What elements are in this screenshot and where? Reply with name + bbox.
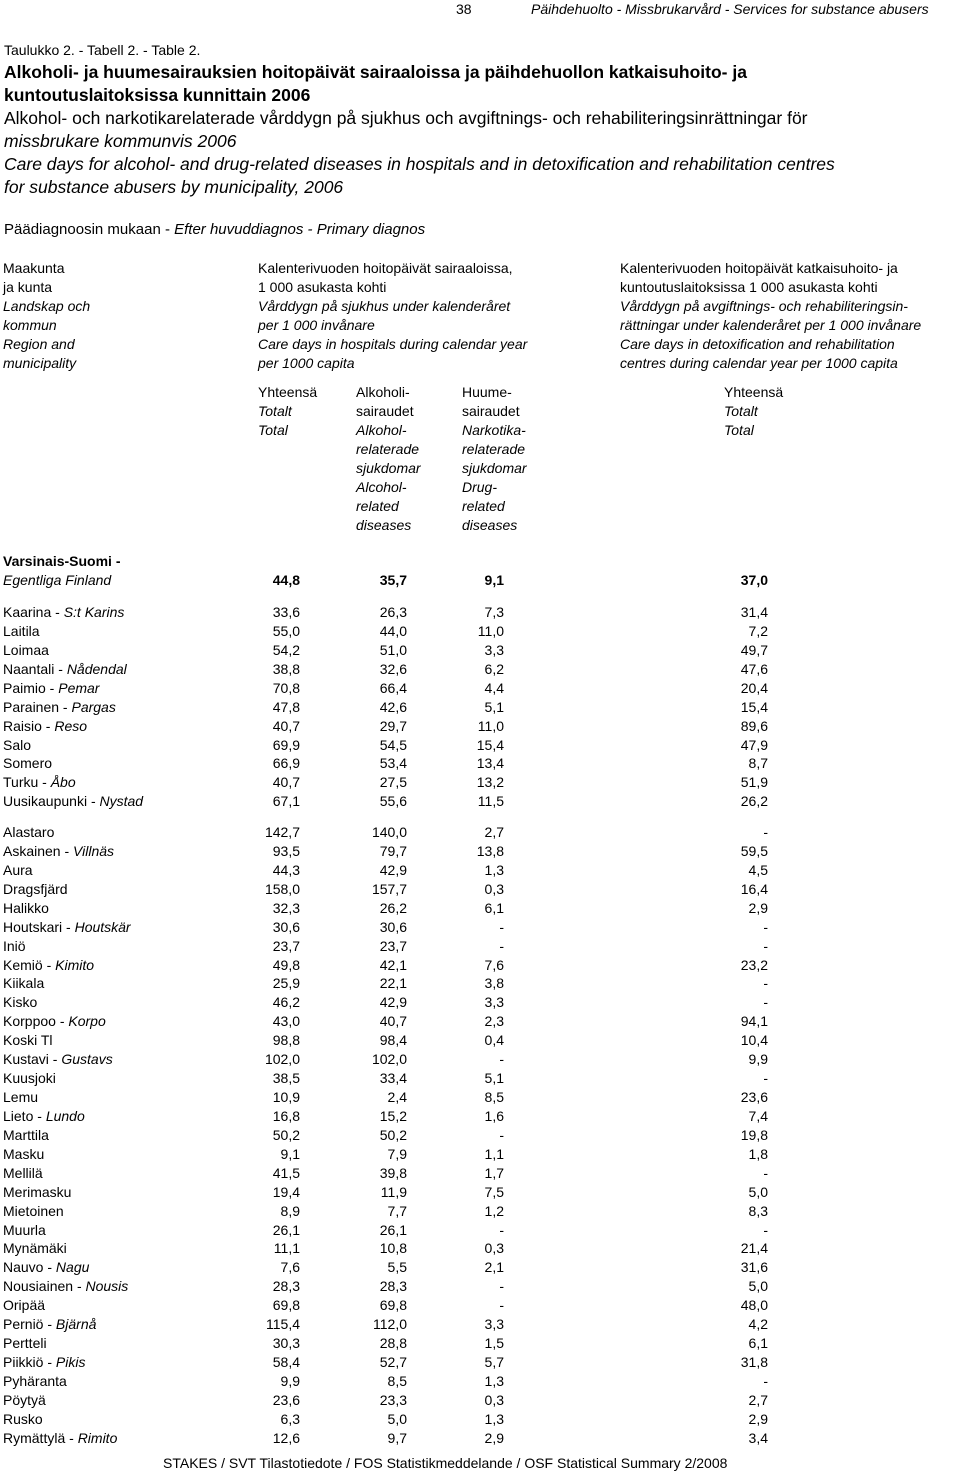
municipality-name: Kuusjoki: [3, 1070, 56, 1087]
drug-value: 0,3: [484, 1391, 504, 1408]
region-total-value: 44,8: [272, 572, 300, 588]
municipality-name: Rusko: [3, 1410, 43, 1427]
municipality-name: Pyhäranta: [3, 1372, 67, 1389]
total-value: 58,4: [272, 1354, 300, 1371]
total-value: 28,3: [272, 1278, 300, 1295]
table-row: [0, 754, 960, 773]
alcohol-value: 15,2: [379, 1107, 407, 1124]
municipality-name: Masku: [3, 1145, 45, 1162]
drug-value: 11,5: [477, 793, 504, 810]
alcohol-value: 8,5: [387, 1372, 407, 1389]
total-value: 9,1: [280, 1145, 300, 1162]
total-value: 93,5: [272, 842, 300, 859]
detox-value: -: [763, 994, 768, 1011]
municipality-name: Pöytyä: [3, 1391, 46, 1408]
detox-value: -: [763, 1372, 768, 1389]
total-value: 8,9: [280, 1202, 300, 1219]
table-row: [0, 880, 960, 899]
municipality-name: Kaarina - S:t Karins: [3, 604, 125, 620]
diagnosis-note-fi: Päädiagnoosin mukaan -: [4, 221, 175, 238]
municipality-name: Korppoo - Korpo: [3, 1013, 106, 1030]
alcohol-value: 69,8: [379, 1297, 407, 1314]
total-value: 30,3: [272, 1335, 300, 1352]
total-value: 7,6: [280, 1259, 300, 1276]
total-value: 43,0: [272, 1013, 300, 1030]
detox-value: 49,7: [740, 641, 768, 658]
municipality-name: Naantali - Nådendal: [3, 660, 127, 677]
detox-value: -: [763, 824, 768, 840]
drug-value: 2,1: [484, 1259, 504, 1276]
alcohol-value: 32,6: [379, 660, 407, 677]
table-row: [0, 641, 960, 660]
table-row: [0, 899, 960, 918]
drug-value: 8,5: [484, 1089, 504, 1106]
total-value: 69,9: [272, 736, 300, 753]
table-row: [0, 1391, 960, 1410]
alcohol-value: 30,6: [379, 918, 407, 935]
table-row: [0, 1410, 960, 1429]
diagnosis-note-en: Primary diagnos: [316, 221, 426, 238]
table-row: [0, 861, 960, 880]
drug-value: 5,7: [484, 1354, 504, 1371]
table-row: [0, 1088, 960, 1107]
page-number: 38: [456, 1, 472, 17]
detox-value: 2,9: [748, 899, 768, 916]
table-row: [0, 1069, 960, 1088]
total-value: 10,9: [272, 1089, 300, 1106]
detox-value: 31,6: [740, 1259, 768, 1276]
drug-value: 1,3: [484, 861, 504, 878]
drug-value: 13,8: [476, 842, 504, 859]
total-value: 12,6: [272, 1429, 300, 1446]
municipality-name: Mynämäki: [3, 1240, 67, 1257]
total-value: 38,5: [272, 1070, 300, 1087]
table-row: [0, 698, 960, 717]
table-row: [0, 974, 960, 993]
alcohol-value: 42,6: [379, 698, 407, 715]
municipality-name: Laitila: [3, 622, 40, 639]
header-detox: Kalenterivuoden hoitopäivät katkaisuhoito- ja kuntoutuslaitoksissa 1 000 asukasta kohti Vårddygn på avgiftnings- och rehabiliteringsin- rättningar under kalenderåret per 1 000 invånare Care days in detoxification and rehabilitation centres during calendar year per 1000 capita: [620, 260, 922, 371]
detox-value: 31,8: [740, 1354, 768, 1371]
detox-value: 48,0: [740, 1297, 768, 1314]
table-row: [0, 1164, 960, 1183]
drug-value: 6,1: [484, 899, 504, 916]
detox-value: 19,8: [740, 1126, 768, 1143]
alcohol-value: 29,7: [379, 717, 407, 734]
alcohol-value: 11,9: [380, 1183, 407, 1200]
alcohol-value: 42,9: [379, 994, 407, 1011]
municipality-name: Pertteli: [3, 1335, 47, 1352]
region-drug-value: 9,1: [484, 572, 504, 588]
alcohol-value: 44,0: [379, 622, 407, 639]
drug-value: 3,8: [484, 975, 504, 992]
municipality-name: Iniö: [3, 937, 26, 954]
municipality-name: Mellilä: [3, 1164, 43, 1181]
total-value: 23,6: [272, 1391, 300, 1408]
alcohol-value: 55,6: [379, 793, 407, 810]
drug-value: 0,3: [484, 1240, 504, 1257]
alcohol-value: 2,4: [387, 1089, 407, 1106]
total-value: 46,2: [272, 994, 300, 1011]
table-row: [0, 736, 960, 755]
table-row: [0, 1126, 960, 1145]
municipality-name: Marttila: [3, 1126, 49, 1143]
alcohol-value: 7,9: [387, 1145, 407, 1162]
municipality-name: Alastaro: [3, 824, 55, 840]
municipality-name: Salo: [3, 736, 32, 753]
detox-value: -: [763, 937, 768, 954]
detox-value: 23,6: [740, 1089, 768, 1106]
alcohol-value: 26,3: [379, 604, 407, 620]
alcohol-value: 5,5: [387, 1259, 407, 1276]
municipality-name: Dragsfjärd: [3, 880, 68, 897]
detox-value: -: [763, 918, 768, 935]
detox-value: 94,1: [740, 1013, 768, 1030]
municipality-name: Koski Tl: [3, 1032, 53, 1049]
alcohol-value: 22,1: [379, 975, 407, 992]
drug-value: -: [499, 1297, 504, 1314]
municipality-name: Kisko: [3, 994, 38, 1011]
municipality-name: Nauvo - Nagu: [3, 1259, 90, 1276]
total-value: 49,8: [272, 956, 300, 973]
table-row: [0, 1239, 960, 1258]
total-value: 54,2: [272, 641, 300, 658]
municipality-name: Muurla: [3, 1221, 46, 1238]
drug-value: -: [499, 1051, 504, 1068]
total-value: 40,7: [272, 774, 300, 791]
detox-value: 2,9: [748, 1410, 768, 1427]
drug-value: 2,7: [484, 824, 504, 840]
municipality-name: Kustavi - Gustavs: [3, 1051, 113, 1068]
detox-value: 15,4: [740, 698, 768, 715]
detox-value: 31,4: [740, 604, 768, 620]
region-total-row: [0, 571, 960, 590]
table-row: [0, 660, 960, 679]
total-value: 16,8: [272, 1107, 300, 1124]
detox-value: 47,6: [740, 660, 768, 677]
drug-value: 11,0: [477, 717, 504, 734]
table-row: [0, 1183, 960, 1202]
drug-value: 1,6: [484, 1107, 504, 1124]
detox-value: 5,0: [748, 1183, 768, 1200]
alcohol-value: 112,0: [373, 1316, 407, 1333]
table-row: [0, 1315, 960, 1334]
detox-value: 20,4: [740, 679, 768, 696]
alcohol-value: 53,4: [379, 755, 407, 772]
alcohol-value: 23,3: [379, 1391, 407, 1408]
drug-value: 7,3: [484, 604, 504, 620]
alcohol-value: 28,3: [379, 1278, 407, 1295]
detox-value: 5,0: [748, 1278, 768, 1295]
municipality-name: Paimio - Pemar: [3, 679, 100, 696]
alcohol-value: 98,4: [379, 1032, 407, 1049]
municipality-name: Merimasku: [3, 1183, 72, 1200]
municipality-name: Mietoinen: [3, 1202, 64, 1219]
municipality-name: Loimaa: [3, 641, 49, 658]
total-value: 19,4: [272, 1183, 300, 1200]
drug-value: 3,3: [484, 994, 504, 1011]
detox-value: 4,5: [748, 861, 768, 878]
table-row: [0, 1258, 960, 1277]
detox-value: 51,9: [740, 774, 768, 791]
total-value: 38,8: [272, 660, 300, 677]
municipality-name: Turku - Åbo: [3, 774, 76, 791]
drug-value: 15,4: [476, 736, 504, 753]
municipality-name: Oripää: [3, 1297, 46, 1314]
alcohol-value: 42,9: [379, 861, 407, 878]
detox-value: 23,2: [740, 956, 768, 973]
detox-value: 47,9: [740, 736, 768, 753]
alcohol-value: 66,4: [379, 679, 407, 696]
subheader-total: Yhteensä Totalt Total: [258, 384, 318, 438]
drug-value: 2,3: [484, 1013, 504, 1030]
table-row: [0, 842, 960, 861]
municipality-name: Piikkiö - Pikis: [3, 1354, 86, 1371]
total-value: 70,8: [272, 679, 300, 696]
drug-value: 7,6: [484, 956, 504, 973]
title-sv-line2: missbrukare kommunvis 2006: [4, 131, 237, 151]
total-value: 50,2: [272, 1126, 300, 1143]
region-name-fi: Varsinais-Suomi -: [3, 553, 121, 569]
drug-value: -: [499, 1126, 504, 1143]
title-en-line1: Care days for alcohol- and drug-related diseases in hospitals and in detoxification and rehabilitation centres: [4, 154, 835, 174]
detox-value: 16,4: [740, 880, 768, 897]
table-row: [0, 1334, 960, 1353]
table-row: [0, 1012, 960, 1031]
alcohol-value: 40,7: [379, 1013, 407, 1030]
table-row: [0, 679, 960, 698]
alcohol-value: 26,2: [379, 899, 407, 916]
municipality-name: Aura: [3, 861, 33, 878]
detox-value: 7,4: [748, 1107, 768, 1124]
drug-value: 1,2: [484, 1202, 504, 1219]
alcohol-value: 79,7: [379, 842, 407, 859]
table-row: [0, 937, 960, 956]
drug-value: 0,4: [484, 1032, 504, 1049]
page-footer: STAKES / SVT Tilastotiedote / FOS Statistikmeddelande / OSF Statistical Summary 2/2008: [163, 1455, 728, 1471]
drug-value: 13,4: [476, 755, 504, 772]
drug-value: 11,0: [477, 622, 504, 639]
diagnosis-note-sv: Efter huvuddiagnos: [174, 221, 304, 238]
alcohol-value: 27,5: [379, 774, 407, 791]
drug-value: 1,3: [484, 1410, 504, 1427]
table-row: [0, 1202, 960, 1221]
drug-value: 0,3: [484, 880, 504, 897]
municipality-name: Parainen - Pargas: [3, 698, 116, 715]
municipality-name: Kiikala: [3, 975, 45, 992]
alcohol-value: 52,7: [379, 1354, 407, 1371]
diagnosis-note: Päädiagnoosin mukaan - Efter huvuddiagnos - Primary diagnos: [4, 221, 426, 238]
detox-value: 89,6: [740, 717, 768, 734]
region-alcohol-value: 35,7: [379, 572, 407, 588]
municipality-name: Somero: [3, 755, 53, 772]
municipality-name: Perniö - Bjärnå: [3, 1316, 97, 1333]
total-value: 26,1: [272, 1221, 300, 1238]
detox-value: -: [763, 975, 768, 992]
municipality-name: Lieto - Lundo: [3, 1107, 85, 1124]
municipality-name: Rymättylä - Rimito: [3, 1429, 118, 1446]
total-value: 25,9: [272, 975, 300, 992]
table-row: [0, 792, 960, 811]
alcohol-value: 54,5: [379, 736, 407, 753]
drug-value: 13,2: [476, 774, 504, 791]
municipality-name: Nousiainen - Nousis: [3, 1278, 129, 1295]
table-row: [0, 603, 960, 622]
table-row: [0, 1145, 960, 1164]
total-value: 55,0: [272, 622, 300, 639]
header-region: Maakunta ja kunta Landskap och kommun Region and municipality: [3, 260, 91, 371]
drug-value: 5,1: [484, 698, 504, 715]
detox-value: 9,9: [748, 1051, 768, 1068]
detox-value: 6,1: [748, 1335, 768, 1352]
title-fi-line2: kuntoutuslaitoksissa kunnittain 2006: [4, 85, 311, 105]
drug-value: 3,3: [484, 1316, 504, 1333]
total-value: 33,6: [272, 604, 300, 620]
detox-value: 7,2: [748, 622, 768, 639]
total-value: 158,0: [264, 880, 300, 897]
total-value: 9,9: [280, 1372, 300, 1389]
detox-value: 8,7: [748, 755, 768, 772]
detox-value: -: [763, 1164, 768, 1181]
drug-value: 1,3: [484, 1372, 504, 1389]
table-row: [0, 1221, 960, 1240]
table-label: Taulukko 2. - Tabell 2. - Table 2.: [4, 42, 201, 58]
alcohol-value: 102,0: [371, 1051, 407, 1068]
total-value: 142,7: [264, 824, 300, 840]
municipality-name: Halikko: [3, 899, 49, 916]
drug-value: 3,3: [484, 641, 504, 658]
total-value: 30,6: [272, 918, 300, 935]
municipality-name: Houtskari - Houtskär: [3, 918, 131, 935]
table-row: [0, 1277, 960, 1296]
title-sv-line1: Alkohol- och narkotikarelaterade vårddygn på sjukhus och avgiftnings- och rehabiliteringsinrättningar för: [4, 108, 808, 128]
drug-value: 1,7: [484, 1164, 504, 1181]
drug-value: 1,5: [484, 1335, 504, 1352]
subheader-alcohol: Alkoholi- sairaudet Alkohol- relaterade sjukdomar Alcohol- related diseases: [356, 384, 421, 533]
detox-value: 8,3: [748, 1202, 768, 1219]
region-detox-value: 37,0: [740, 572, 768, 588]
total-value: 32,3: [272, 899, 300, 916]
publication-title: Päihdehuolto - Missbrukarvård - Services for substance abusers: [531, 1, 929, 17]
title-fi-line1: Alkoholi- ja huumesairauksien hoitopäivät sairaaloissa ja päihdehuollon katkaisuhoito- ja: [4, 62, 747, 82]
total-value: 40,7: [272, 717, 300, 734]
table-row: [0, 1031, 960, 1050]
total-value: 47,8: [272, 698, 300, 715]
detox-value: 21,4: [740, 1240, 768, 1257]
detox-value: 59,5: [740, 842, 768, 859]
detox-value: 1,8: [748, 1145, 768, 1162]
municipality-name: Lemu: [3, 1089, 39, 1106]
table-row: [0, 823, 960, 842]
detox-value: -: [763, 1070, 768, 1087]
total-value: 69,8: [272, 1297, 300, 1314]
table-row: [0, 918, 960, 937]
table-row: [0, 717, 960, 736]
alcohol-value: 7,7: [387, 1202, 407, 1219]
subheader-drug: Huume- sairaudet Narkotika- relaterade sjukdomar Drug- related diseases: [462, 384, 527, 533]
alcohol-value: 28,8: [379, 1335, 407, 1352]
table-row: [0, 622, 960, 641]
drug-value: -: [499, 1278, 504, 1295]
alcohol-value: 26,1: [379, 1221, 407, 1238]
header-hospital: Kalenterivuoden hoitopäivät sairaaloissa, 1 000 asukasta kohti Vårddygn på sjukhus under kalenderåret per 1 000 invånare Care days in hospitals during calendar year per 1000 capita: [258, 260, 528, 371]
alcohol-value: 50,2: [379, 1126, 407, 1143]
municipality-name: Uusikaupunki - Nystad: [3, 793, 144, 810]
total-value: 98,8: [272, 1032, 300, 1049]
drug-value: -: [499, 1221, 504, 1238]
total-value: 41,5: [272, 1164, 300, 1181]
alcohol-value: 140,0: [371, 824, 407, 840]
alcohol-value: 157,7: [371, 880, 407, 897]
table-row: [0, 773, 960, 792]
table-row: [0, 993, 960, 1012]
alcohol-value: 10,8: [379, 1240, 407, 1257]
drug-value: 1,1: [484, 1145, 504, 1162]
total-value: 6,3: [280, 1410, 300, 1427]
drug-value: 6,2: [484, 660, 504, 677]
total-value: 44,3: [272, 861, 300, 878]
table-row: [0, 956, 960, 975]
detox-value: 3,4: [748, 1429, 768, 1446]
table-row: [0, 1296, 960, 1315]
municipality-name: Askainen - Villnäs: [3, 842, 115, 859]
alcohol-value: 9,7: [387, 1429, 407, 1446]
table-row: [0, 1107, 960, 1126]
detox-value: 2,7: [748, 1391, 768, 1408]
municipality-name: Raisio - Reso: [3, 717, 88, 734]
title-en-line2: for substance abusers by municipality, 2006: [4, 177, 344, 197]
municipality-name: Kemiö - Kimito: [3, 956, 95, 973]
table-row: [0, 1353, 960, 1372]
alcohol-value: 5,0: [387, 1410, 407, 1427]
drug-value: 2,9: [484, 1429, 504, 1446]
drug-value: -: [499, 918, 504, 935]
total-value: 66,9: [272, 755, 300, 772]
drug-value: 4,4: [484, 679, 504, 696]
total-value: 11,1: [273, 1240, 300, 1257]
detox-value: 10,4: [740, 1032, 768, 1049]
total-value: 23,7: [272, 937, 300, 954]
table-row: [0, 1372, 960, 1391]
alcohol-value: 39,8: [379, 1164, 407, 1181]
detox-value: 26,2: [740, 793, 768, 810]
detox-value: -: [763, 1221, 768, 1238]
alcohol-value: 42,1: [379, 956, 407, 973]
table-row: [0, 1429, 960, 1448]
drug-value: -: [499, 937, 504, 954]
table-row: [0, 1050, 960, 1069]
alcohol-value: 51,0: [379, 641, 407, 658]
total-value: 67,1: [272, 793, 300, 810]
total-value: 102,0: [264, 1051, 300, 1068]
detox-value: 4,2: [748, 1316, 768, 1333]
region-name-sv: Egentliga Finland: [3, 572, 112, 588]
alcohol-value: 23,7: [379, 937, 407, 954]
drug-value: 5,1: [484, 1070, 504, 1087]
drug-value: 7,5: [484, 1183, 504, 1200]
alcohol-value: 33,4: [379, 1070, 407, 1087]
total-value: 115,4: [266, 1316, 300, 1333]
subheader-detox-total: Yhteensä Totalt Total: [724, 384, 784, 438]
